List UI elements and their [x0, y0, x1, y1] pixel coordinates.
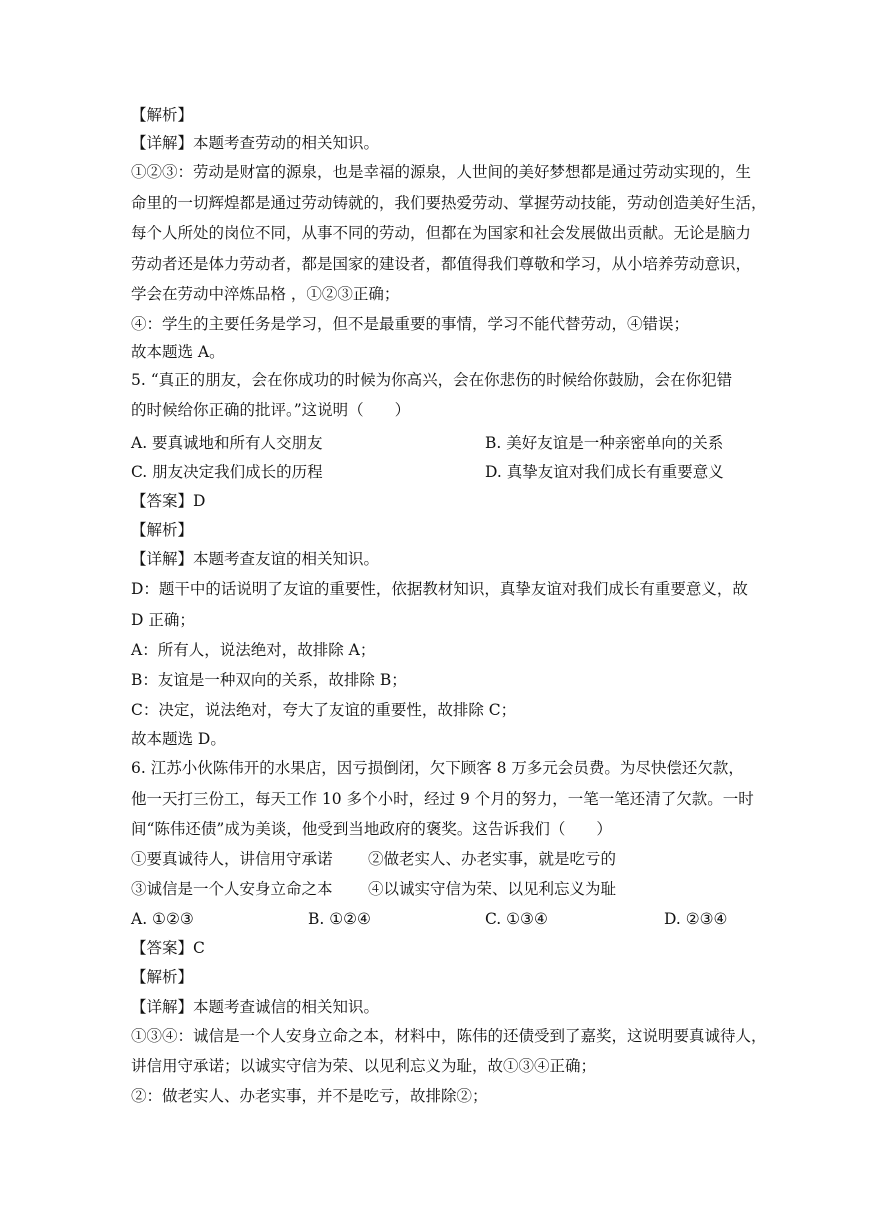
- analysis-line: D：题干中的话说明了友谊的重要性，依据教材知识，真挚友谊对我们成长有重要意义，故: [131, 580, 748, 598]
- analysis-heading: 【解析】: [131, 968, 194, 986]
- question-stem: 间“陈伟还债”成为美谈，他受到当地政府的褒奖。这告诉我们（ ）: [131, 820, 612, 838]
- analysis-line: 劳动者还是体力劳动者，都是国家的建设者，都值得我们尊敬和学习，从小培养劳动意识，: [131, 255, 752, 273]
- option-row: [131, 908, 741, 930]
- analysis-line: A：所有人，说法绝对，故排除 A；: [131, 641, 376, 659]
- option-b: B. 美好友谊是一种亲密单向的关系: [485, 434, 724, 452]
- conclusion-line: 故本题选 A。: [131, 343, 225, 361]
- statement-3: ③诚信是一个人安身立命之本: [131, 880, 333, 898]
- option-d: D. ②③④: [664, 910, 728, 928]
- analysis-line: C：决定，说法绝对，夸大了友谊的重要性，故排除 C；: [131, 701, 517, 719]
- conclusion-line: 故本题选 D。: [131, 730, 226, 748]
- question-stem: 的时候给你正确的批评。”这说明（ ）: [131, 401, 411, 419]
- option-c: C. ①③④: [485, 910, 548, 928]
- analysis-line: 每个人所处的岗位不同，从事不同的劳动，但都在为国家和社会发展做出贡献。无论是脑力: [131, 224, 752, 242]
- option-a: A. 要真诚地和所有人交朋友: [131, 434, 323, 452]
- question-stem: 6. 江苏小伙陈伟开的水果店，因亏损倒闭，欠下顾客 8 万多元会员费。为尽快偿还欠款，: [131, 759, 744, 777]
- analysis-line: ①③④：诚信是一个人安身立命之本，材料中，陈伟的还债受到了嘉奖，这说明要真诚待人，: [131, 1027, 767, 1045]
- analysis-line: ①②③：劳动是财富的源泉，也是幸福的源泉，人世间的美好梦想都是通过劳动实现的，生: [131, 163, 752, 181]
- option-c: C. 朋友决定我们成长的历程: [131, 463, 323, 481]
- question-stem: 5. “真正的朋友，会在你成功的时候为你高兴，会在你悲伤的时候给你鼓励，会在你犯错: [131, 371, 733, 389]
- analysis-heading: 【解析】: [131, 521, 194, 539]
- analysis-line: ②：做老实人、办老实事，并不是吃亏，故排除②；: [131, 1087, 488, 1105]
- statement-1: ①要真诚待人，讲信用守承诺: [131, 850, 333, 868]
- question-stem: 他一天打三份工，每天工作 10 多个小时，经过 9 个月的努力，一笔一笔还清了欠款。一时: [131, 790, 754, 808]
- analysis-line: 学会在劳动中淬炼品格 ，①②③正确；: [131, 285, 400, 303]
- analysis-heading: 【解析】: [131, 106, 194, 124]
- detail-heading: 【详解】本题考查友谊的相关知识。: [131, 550, 380, 568]
- analysis-line: D 正确；: [131, 611, 195, 629]
- analysis-line: B：友谊是一种双向的关系，故排除 B；: [131, 671, 407, 689]
- option-a: A. ①②③: [131, 910, 194, 928]
- option-b: B. ①②④: [308, 910, 371, 928]
- statement-4: ④以诚实守信为荣、以见利忘义为耻: [368, 880, 617, 898]
- statement-row: [131, 878, 741, 900]
- answer-line: 【答案】D: [131, 492, 206, 510]
- analysis-line: 讲信用守承诺；以诚实守信为荣、以见利忘义为耻，故①③④正确；: [131, 1057, 597, 1075]
- statement-row: [131, 848, 741, 870]
- option-d: D. 真挚友谊对我们成长有重要意义: [485, 463, 724, 481]
- analysis-line: 命里的一切辉煌都是通过劳动铸就的，我们要热爱劳动、掌握劳动技能，劳动创造美好生活，: [131, 194, 767, 212]
- detail-heading: 【详解】本题考查劳动的相关知识。: [131, 134, 380, 152]
- statement-2: ②做老实人、办老实事，就是吃亏的: [368, 850, 617, 868]
- analysis-line: ④：学生的主要任务是学习，但不是最重要的事情，学习不能代替劳动，④错误；: [131, 315, 690, 333]
- detail-heading: 【详解】本题考查诚信的相关知识。: [131, 998, 380, 1016]
- answer-line: 【答案】C: [131, 939, 205, 957]
- option-row: [131, 461, 741, 483]
- option-row: [131, 432, 741, 454]
